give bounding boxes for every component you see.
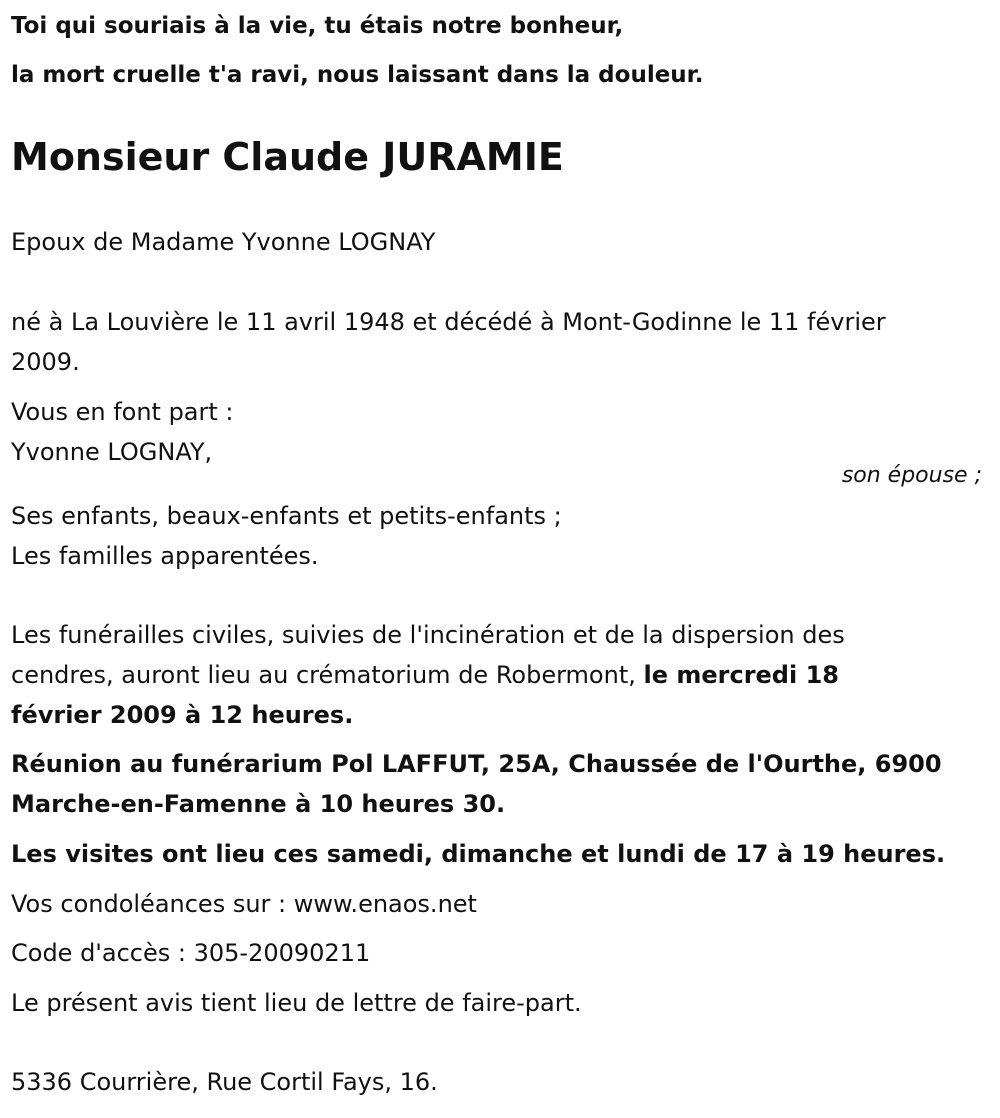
children-line: Ses enfants, beaux-enfants et petits-enfants ; (11, 502, 562, 530)
announcement-intro: Vous en font part : (11, 398, 234, 426)
birth-death-line-2: 2009. (11, 348, 80, 376)
funeral-line-2 (11, 655, 839, 695)
address-line: 5336 Courrière, Rue Cortil Fays, 16. (11, 1068, 438, 1096)
families-line: Les familles apparentées. (11, 542, 319, 570)
access-code-line: Code d'accès : 305-20090211 (11, 939, 371, 967)
funeral-line-1: Les funérailles civiles, suivies de l'incinération et de la dispersion des (11, 621, 845, 649)
meeting-line-1: Réunion au funérarium Pol LAFFUT, 25A, Chaussée de l'Ourthe, 6900 (11, 750, 942, 778)
funeral-date-time: février 2009 à 12 heures. (11, 701, 354, 729)
meeting-line-2: Marche-en-Famenne à 10 heures 30. (11, 790, 506, 818)
spouse-role: son épouse ; (841, 463, 982, 488)
deceased-name: Monsieur Claude JURAMIE (11, 135, 564, 179)
spouse-name: Yvonne LOGNAY, (11, 438, 213, 466)
notice-line: Le présent avis tient lieu de lettre de faire-part. (11, 989, 582, 1017)
funeral-date-start: le mercredi 18 (643, 661, 839, 689)
condolences-line: Vos condoléances sur : www.enaos.net (11, 890, 477, 918)
birth-death-line-1: né à La Louvière le 11 avril 1948 et décédé à Mont-Godinne le 11 février (11, 308, 886, 336)
funeral-location-text: cendres, auront lieu au crématorium de Robermont, (11, 661, 644, 689)
poem-line-2: la mort cruelle t'a ravi, nous laissant dans la douleur. (11, 62, 704, 88)
spouse-line: Epoux de Madame Yvonne LOGNAY (11, 228, 436, 256)
visits-line: Les visites ont lieu ces samedi, dimanche et lundi de 17 à 19 heures. (11, 840, 946, 868)
poem-line-1: Toi qui souriais à la vie, tu étais notre bonheur, (11, 13, 624, 39)
